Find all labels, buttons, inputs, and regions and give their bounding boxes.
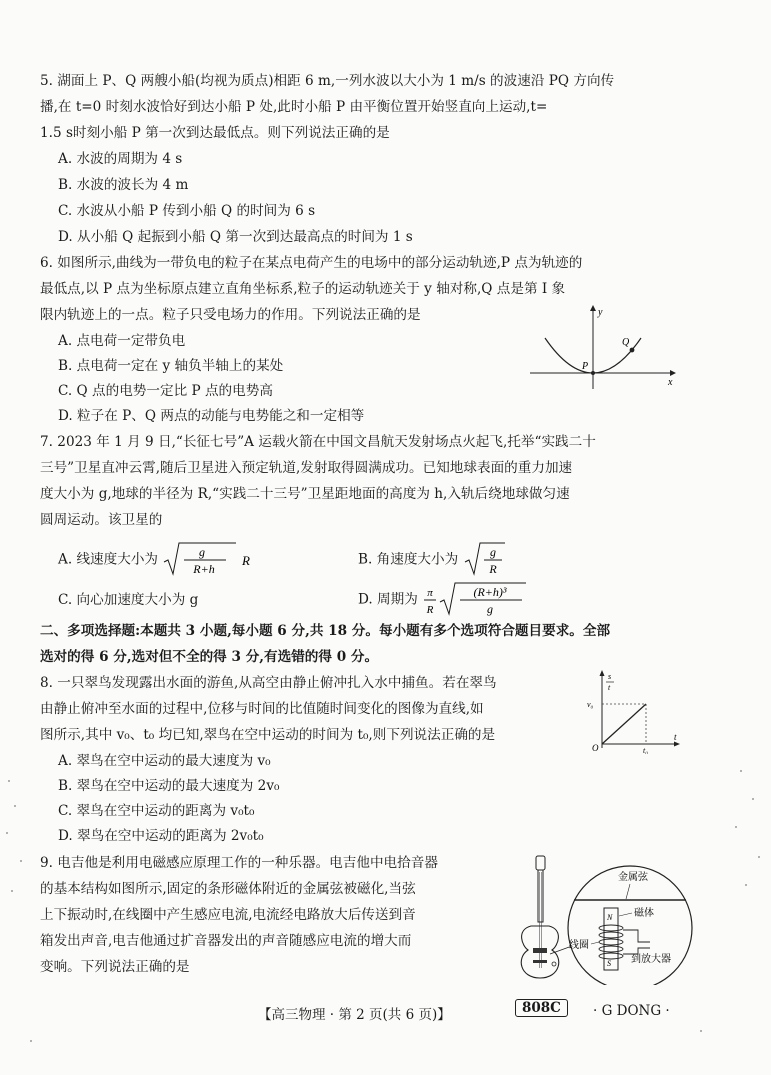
q6-y-label: y <box>598 307 603 318</box>
q8-t-label: t <box>674 732 677 742</box>
q8-stem-line-2: 由静止俯冲至水面的过程中,位移与时间的比值随时间变化的图像为直线,如 <box>40 701 484 717</box>
q6-y-axis-arrow <box>590 305 596 311</box>
magnet-s-label: S <box>607 959 611 968</box>
q5-option-c[interactable]: C. 水波从小船 P 传到小船 Q 的时间为 6 s <box>58 203 316 219</box>
footer-page-info: 【高三物理 · 第 2 页(共 6 页)】 <box>258 1007 451 1023</box>
q5-option-d[interactable]: D. 从小船 Q 起振到小船 Q 第一次到达最高点的时间为 1 s <box>58 229 413 245</box>
q9-stem-line-4: 箱发出声音,电吉他通过扩音器发出的声音随感应电流的增大而 <box>40 933 412 949</box>
footer-brand: · G DONG · <box>593 1003 670 1019</box>
footer-code-wrap <box>515 1000 568 1016</box>
q6-point-p <box>591 371 595 375</box>
q7-stem-line-4: 圆周运动。该卫星的 <box>40 512 163 528</box>
svg-text:g: g <box>199 545 206 559</box>
q7-stem-line-2: 三号”卫星直冲云霄,随后卫星进入预定轨道,发射取得圆满成功。已知地球表面的重力加速 <box>40 460 573 476</box>
q9-stem-line-2: 的基本结构如图所示,固定的条形磁体附近的金属弦被磁化,当弦 <box>40 881 416 897</box>
q8-option-a[interactable]: A. 翠鸟在空中运动的最大速度为 v₀ <box>58 753 271 769</box>
q8-line-graph <box>602 704 646 744</box>
magnet-label: 磁体 <box>634 908 654 919</box>
q6-option-c[interactable]: C. Q 点的电势一定比 P 点的电势高 <box>58 383 273 399</box>
coil-label: 线圈 <box>569 940 589 951</box>
section-2-line-1: 二、多项选择题:本题共 3 小题,每小题 6 分,共 18 分。每小题有多个选项符合题目要求。全部 <box>40 623 611 639</box>
q8-t-denominator-label: t <box>608 683 611 692</box>
q6-stem-line-1: 6. 如图所示,曲线为一带负电的粒子在某点电荷产生的电场中的部分运动轨迹,P 点为轨迹的 <box>40 255 583 271</box>
q6-stem-line-3: 限内轨迹上的一点。粒子只受电场力的作用。下列说法正确的是 <box>40 307 421 323</box>
q6-p-label: P <box>582 361 589 372</box>
q9-stem-line-3: 上下振动时,在线圈中产生感应电流,电流经电路放大后传送到音 <box>40 907 416 923</box>
to-amplifier-label: 到放大器 <box>631 954 671 965</box>
q7-option-a-formula <box>162 540 262 580</box>
svg-text:R: R <box>488 562 497 576</box>
q7-option-a-label: A. 线速度大小为 <box>58 551 159 568</box>
q6-stem-line-2: 最低点,以 P 点为坐标原点建立直角坐标系,粒子的运动轨迹关于 y 轴对称,Q 点是第 I 象 <box>40 281 566 297</box>
pickup-zoom-circle <box>568 866 692 985</box>
svg-text:R: R <box>426 604 434 616</box>
q6-x-axis-arrow <box>670 370 676 376</box>
q8-option-c[interactable]: C. 翠鸟在空中运动的距离为 v₀t₀ <box>58 803 255 819</box>
q7-option-b-label: B. 角速度大小为 <box>358 551 459 568</box>
q5-stem-line-2: 播,在 t=0 时刻水波恰好到达小船 P 处,此时小船 P 由平衡位置开始竖直向上运动,t= <box>40 99 548 115</box>
q6-option-b[interactable]: B. 点电荷一定在 y 轴负半轴上的某处 <box>58 358 284 374</box>
q7-option-b[interactable] <box>358 540 513 580</box>
q8-axis-arrow <box>600 670 605 676</box>
svg-text:g: g <box>489 545 496 559</box>
q7-stem-line-1: 7. 2023 年 1 月 9 日,“长征七号”A 运载火箭在中国文昌航天发射场点火起飞,托举“实践二十 <box>40 434 596 450</box>
q7-stem-line-3: 度大小为 g,地球的半径为 R,“实践二十三号”卫星距地面的高度为 h,入轨后绕地球做匀速 <box>40 486 570 502</box>
q8-option-b[interactable]: B. 翠鸟在空中运动的最大速度为 2v₀ <box>58 778 280 794</box>
q5-stem-line-3: 1.5 s时刻小船 P 第一次到达最低点。则下列说法正确的是 <box>40 125 390 141</box>
footer-exam-code: 808C <box>515 999 568 1017</box>
svg-text:R: R <box>242 553 251 568</box>
q7-option-c[interactable]: C. 向心加速度大小为 g <box>58 592 199 608</box>
q8-v0-label: v₀ <box>587 700 594 709</box>
q9-stem-line-5: 变响。下列说法正确的是 <box>40 959 190 975</box>
svg-text:R+h: R+h <box>193 562 216 576</box>
q5-option-b[interactable]: B. 水波的波长为 4 m <box>58 177 189 193</box>
q5-option-a[interactable]: A. 水波的周期为 4 s <box>58 151 183 167</box>
q6-x-label: x <box>668 377 673 388</box>
q6-option-d[interactable]: D. 粒子在 P、Q 两点的动能与电势能之和一定相等 <box>58 408 365 424</box>
q8-s-label: s <box>608 672 612 681</box>
section-2-line-2: 选对的得 6 分,选对但不全的得 3 分,有选错的得 0 分。 <box>40 649 379 665</box>
q6-option-a[interactable]: A. 点电荷一定带负电 <box>58 333 186 349</box>
q6-trajectory-figure <box>520 303 680 393</box>
q8-origin-label: O <box>592 743 599 753</box>
q7-option-d-label: D. 周期为 <box>358 591 418 608</box>
q9-guitar-pickup-figure <box>514 850 696 985</box>
magnet-n-label: N <box>607 913 613 922</box>
q8-t0-label: t₀ <box>643 746 649 754</box>
q8-option-d[interactable]: D. 翠鸟在空中运动的距离为 2v₀t₀ <box>58 828 264 844</box>
q8-graph-figure <box>586 668 682 754</box>
guitar-icon <box>521 856 559 978</box>
svg-text:g: g <box>487 602 494 616</box>
metal-string-label: 金属弦 <box>618 872 648 883</box>
svg-text:π: π <box>427 587 433 599</box>
q5-stem-line-1: 5. 湖面上 P、Q 两艘小船(均视为质点)相距 6 m,一列水波以大小为 1 m/s 的波速沿 PQ 方向传 <box>40 73 615 89</box>
q6-point-q <box>630 348 635 353</box>
q7-option-a[interactable] <box>58 540 262 580</box>
q7-option-d-formula <box>422 580 532 620</box>
q8-stem-line-3: 图所示,其中 v₀、t₀ 均已知,翠鸟在空中运动的时间为 t₀,则下列说法正确的是 <box>40 727 496 743</box>
q8-t-axis-arrow <box>674 742 680 747</box>
q7-option-b-formula <box>463 540 513 580</box>
q9-stem-line-1: 9. 电吉他是利用电磁感应原理工作的一种乐器。电吉他中电拾音器 <box>40 855 438 871</box>
q6-q-label: Q <box>622 337 630 348</box>
svg-text:(R+h)³: (R+h)³ <box>473 585 507 599</box>
q7-option-d[interactable] <box>358 580 532 620</box>
q8-stem-line-1: 8. 一只翠鸟发现露出水面的游鱼,从高空由静止俯冲扎入水中捕鱼。若在翠鸟 <box>40 675 497 691</box>
